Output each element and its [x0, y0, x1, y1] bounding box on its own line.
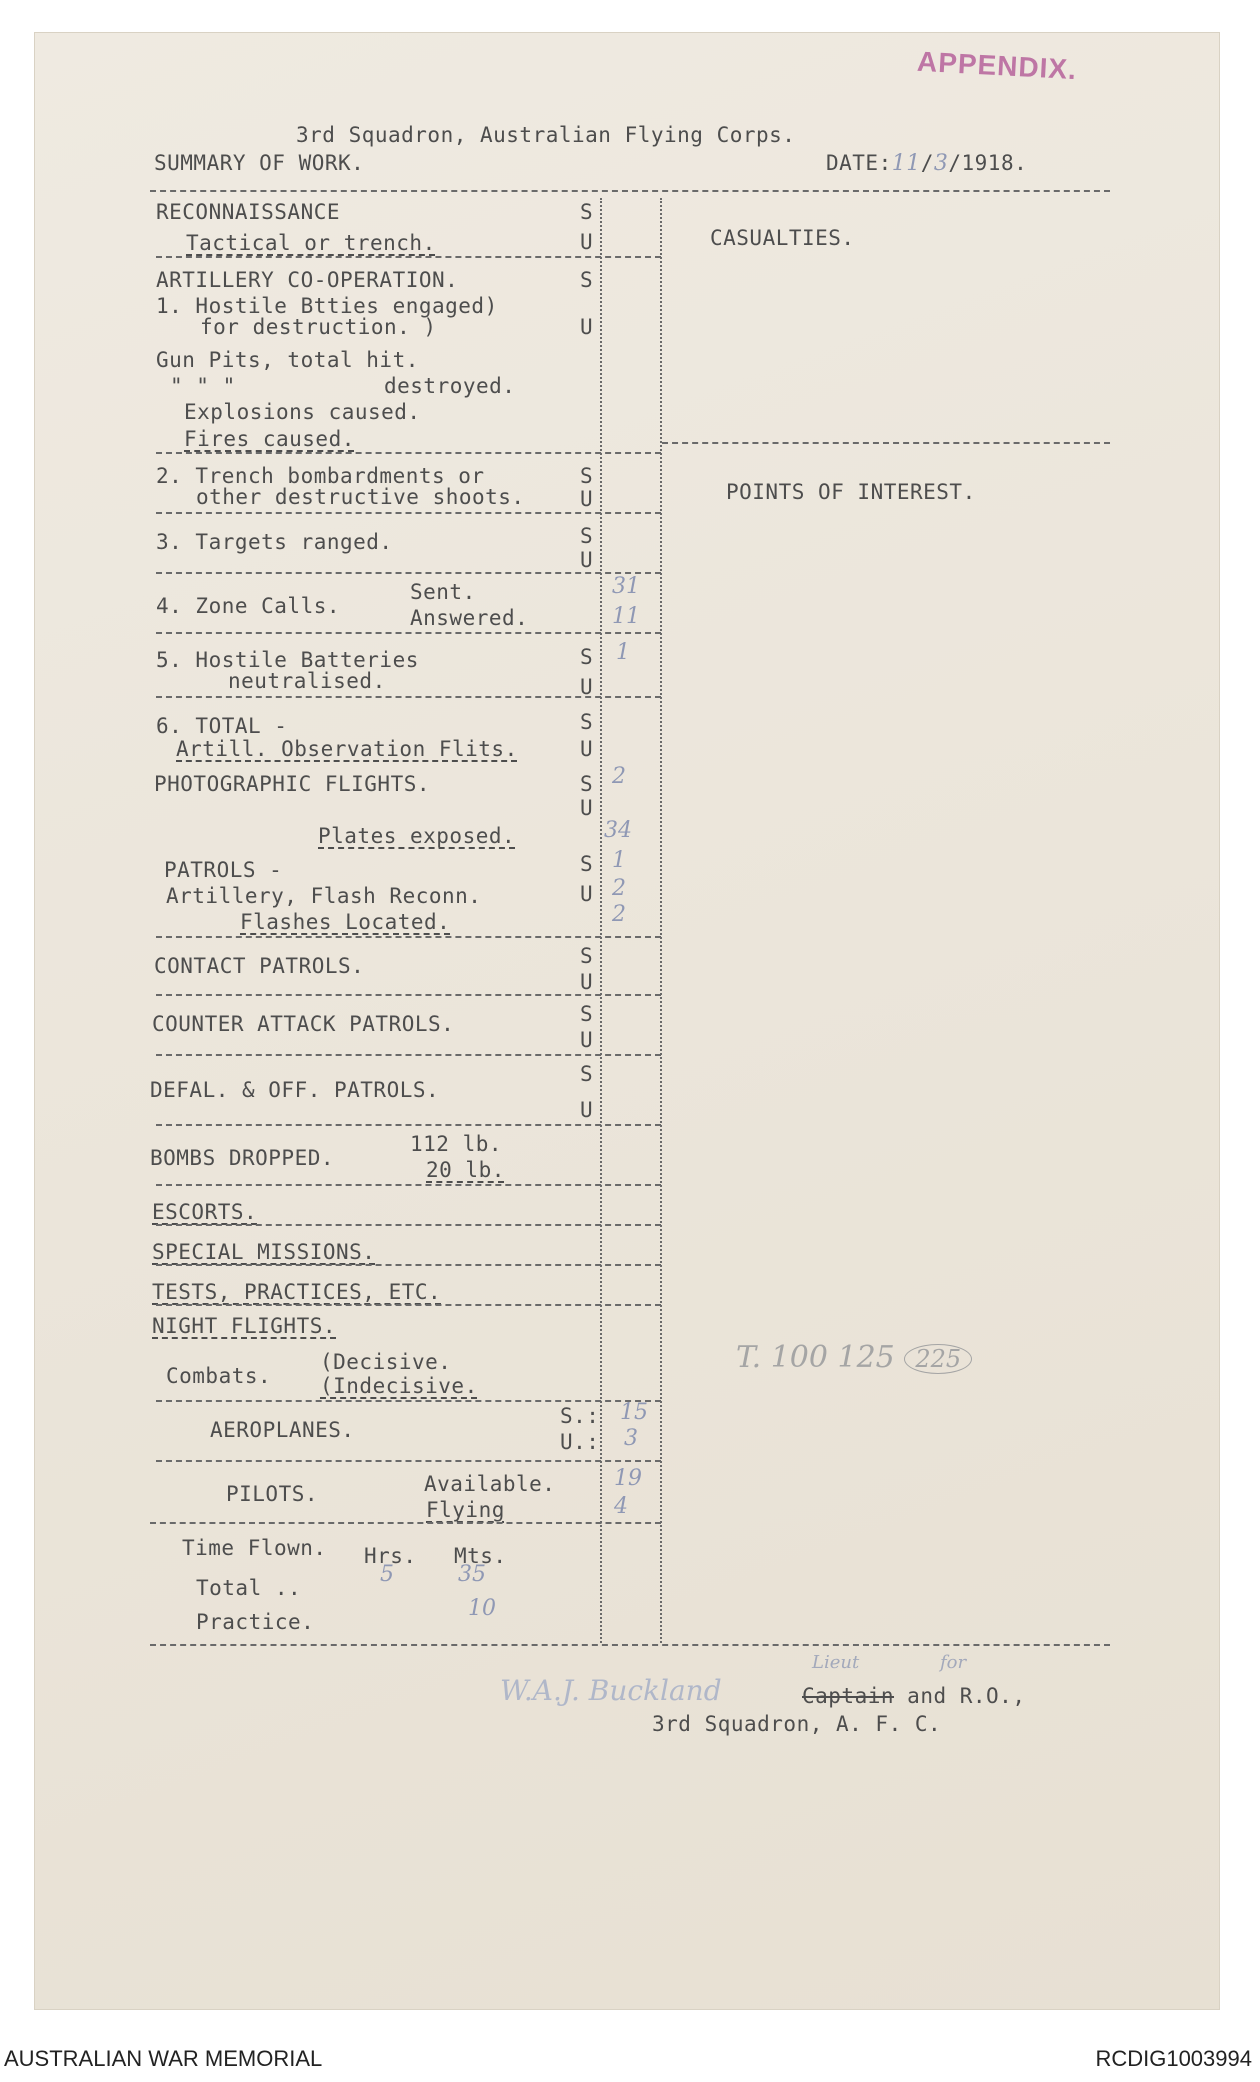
- row-rule: [156, 632, 661, 634]
- footer-record-id: RCDIG1003994: [1095, 2046, 1252, 2071]
- flashes-located-label: Flashes Located.: [240, 910, 451, 934]
- total-s: S: [580, 710, 594, 734]
- trench-bombardments-label: 2. Trench bombardments or: [156, 464, 485, 488]
- aeroplanes-s: S.:: [560, 1404, 600, 1428]
- hostile-batteries-label: 1. Hostile Btties engaged): [156, 294, 498, 318]
- hostile-batteries-neutralised-label: 5. Hostile Batteries: [156, 648, 419, 672]
- tests-practices-label: TESTS, PRACTICES, ETC.: [152, 1280, 442, 1304]
- pilots-flying-value: 4: [614, 1494, 628, 1519]
- ditto-marks: " " ": [170, 374, 236, 398]
- contact-s: S: [580, 944, 594, 968]
- defoff-u: U: [580, 1098, 594, 1122]
- struck-captain: Captain: [802, 1684, 895, 1708]
- trench-s: S: [580, 464, 594, 488]
- hostile-batteries-label-2: for destruction. ): [200, 315, 437, 339]
- date-year: /1918.: [948, 151, 1028, 175]
- pilots-available-label: Available.: [424, 1472, 556, 1496]
- flashes-located-value: 2: [612, 902, 626, 927]
- reconnaissance-label: RECONNAISSANCE: [156, 200, 341, 224]
- bombs-20-label: 20 lb.: [426, 1158, 505, 1182]
- header-rule: [150, 190, 1110, 192]
- row-rule: [156, 696, 661, 698]
- artillery-label: ARTILLERY CO-OPERATION.: [156, 268, 459, 292]
- targets-ranged-label: 3. Targets ranged.: [156, 530, 393, 554]
- aeroplanes-u-value: 3: [624, 1426, 638, 1451]
- casualties-heading: CASUALTIES.: [710, 226, 855, 250]
- patrols-s: S: [580, 852, 594, 876]
- row-rule: [156, 572, 661, 574]
- casualties-rule: [662, 442, 1110, 444]
- points-of-interest-heading: POINTS OF INTEREST.: [726, 480, 976, 504]
- artillery-observation-flights-label: Artill. Observation Flits.: [176, 737, 518, 761]
- row-rule: [156, 452, 661, 454]
- pencil-note: [736, 1340, 972, 1375]
- photographic-flights-label: PHOTOGRAPHIC FLIGHTS.: [154, 772, 431, 796]
- date-day: 11: [891, 151, 921, 176]
- signature-unit: 3rd Squadron, A. F. C.: [652, 1712, 942, 1736]
- practice-minutes-value: 10: [468, 1596, 496, 1621]
- signature-for: for: [940, 1652, 967, 1673]
- combats-indecisive-label: (Indecisive.: [320, 1374, 478, 1398]
- row-rule: [156, 936, 661, 938]
- zone-answered-label: Answered.: [410, 606, 529, 630]
- combats-label: Combats.: [166, 1364, 272, 1388]
- batteries-s: S: [580, 645, 594, 669]
- targets-s: S: [580, 524, 594, 548]
- batteries-s-value: 1: [616, 640, 630, 665]
- plates-exposed-label: Plates exposed.: [318, 824, 516, 848]
- signature-role: and R.O.,: [907, 1684, 1026, 1708]
- aeroplanes-s-value: 15: [620, 1400, 648, 1425]
- zone-answered-value: 11: [612, 604, 640, 629]
- row-rule: [156, 994, 661, 996]
- appendix-stamp: APPENDIX.: [916, 45, 1078, 86]
- total-u: U: [580, 737, 594, 761]
- row-rule: [156, 512, 661, 514]
- total-label: 6. TOTAL -: [156, 714, 288, 738]
- explosions-label: Explosions caused.: [184, 400, 421, 424]
- row-rule: [156, 1460, 661, 1462]
- neutralised-label: neutralised.: [228, 669, 386, 693]
- fires-label: Fires caused.: [184, 427, 355, 451]
- zone-sent-label: Sent.: [410, 580, 476, 604]
- patrols-u-value: 2: [612, 876, 626, 901]
- bombs-112-label: 112 lb.: [410, 1132, 503, 1156]
- flash-reconn-label: Artillery, Flash Reconn.: [166, 884, 482, 908]
- pencil-note-a: 100: [770, 1340, 828, 1375]
- row-rule: [156, 1304, 661, 1306]
- row-rule: [156, 1124, 661, 1126]
- combats-decisive-label: (Decisive.: [320, 1350, 452, 1374]
- trench-bombardments-label-2: other destructive shoots.: [196, 485, 525, 509]
- patrols-u: U: [580, 882, 594, 906]
- gun-pits-destroyed-label: destroyed.: [384, 374, 516, 398]
- zone-calls-label: 4. Zone Calls.: [156, 594, 341, 618]
- signature-title: [802, 1684, 1025, 1708]
- bombs-dropped-label: BOMBS DROPPED.: [150, 1146, 335, 1170]
- trench-u: U: [580, 487, 594, 511]
- row-rule: [156, 1224, 661, 1226]
- contact-u: U: [580, 970, 594, 994]
- unit-heading: 3rd Squadron, Australian Flying Corps.: [296, 123, 796, 147]
- counter-s: S: [580, 1002, 594, 1026]
- patrols-s-value: 1: [612, 848, 626, 873]
- counter-u: U: [580, 1028, 594, 1052]
- date-prefix: DATE:: [826, 151, 892, 175]
- row-rule: [156, 256, 661, 258]
- pilots-label: PILOTS.: [226, 1482, 319, 1506]
- recon-s: S: [580, 200, 594, 224]
- artillery-u: U: [580, 315, 594, 339]
- bottom-rule: [150, 1644, 1110, 1646]
- practice-label: Practice.: [196, 1610, 315, 1634]
- hours-label: Hrs.: [364, 1544, 417, 1568]
- special-missions-label: SPECIAL MISSIONS.: [152, 1240, 376, 1264]
- defoff-s: S: [580, 1062, 594, 1086]
- pencil-note-t: T.: [736, 1340, 762, 1375]
- pilots-available-value: 19: [614, 1466, 642, 1491]
- pilots-flying-label: Flying: [426, 1498, 505, 1522]
- photo-u: U: [580, 796, 594, 820]
- date-month: 3: [933, 151, 949, 176]
- aeroplanes-u: U.:: [560, 1430, 600, 1454]
- plates-exposed-value: 34: [604, 818, 632, 843]
- gun-pits-hit-label: Gun Pits, total hit.: [156, 348, 419, 372]
- signature-rank: Lieut: [812, 1652, 860, 1673]
- defensive-offensive-patrols-label: DEFAL. & OFF. PATROLS.: [150, 1078, 440, 1102]
- minutes-label: Mts.: [454, 1544, 507, 1568]
- date-line: DATE:11/3/1918.: [826, 151, 1028, 176]
- night-flights-label: NIGHT FLIGHTS.: [152, 1314, 337, 1338]
- artillery-s: S: [580, 268, 594, 292]
- counter-attack-patrols-label: COUNTER ATTACK PATROLS.: [152, 1012, 455, 1036]
- pencil-note-circled: 225: [904, 1344, 972, 1374]
- zone-sent-value: 31: [612, 574, 640, 599]
- escorts-label: ESCORTS.: [152, 1200, 258, 1224]
- s-u-column-left-rule: [600, 198, 602, 1643]
- targets-u: U: [580, 548, 594, 572]
- row-rule: [156, 1054, 661, 1056]
- batteries-u: U: [580, 675, 594, 699]
- footer-institution: AUSTRALIAN WAR MEMORIAL: [4, 2046, 323, 2071]
- s-u-column-right-rule: [660, 198, 662, 1643]
- recon-u: U: [580, 230, 594, 254]
- total-time-label: Total ..: [196, 1576, 302, 1600]
- row-rule: [150, 1522, 661, 1524]
- total-hours-value: 5: [380, 1562, 394, 1587]
- aeroplanes-label: AEROPLANES.: [210, 1418, 355, 1442]
- signature: W.A.J. Buckland: [500, 1674, 722, 1707]
- patrols-label: PATROLS -: [164, 858, 283, 882]
- pencil-note-b: 125: [837, 1340, 895, 1375]
- summary-heading: SUMMARY OF WORK.: [154, 151, 365, 175]
- row-rule: [156, 1400, 661, 1402]
- time-flown-label: Time Flown.: [182, 1536, 327, 1560]
- photo-s: S: [580, 772, 594, 796]
- photo-s-value: 2: [612, 764, 626, 789]
- total-minutes-value: 35: [458, 1562, 486, 1587]
- tactical-label: Tactical or trench.: [186, 231, 436, 255]
- row-rule: [156, 1264, 661, 1266]
- row-rule: [156, 1184, 661, 1186]
- contact-patrols-label: CONTACT PATROLS.: [154, 954, 365, 978]
